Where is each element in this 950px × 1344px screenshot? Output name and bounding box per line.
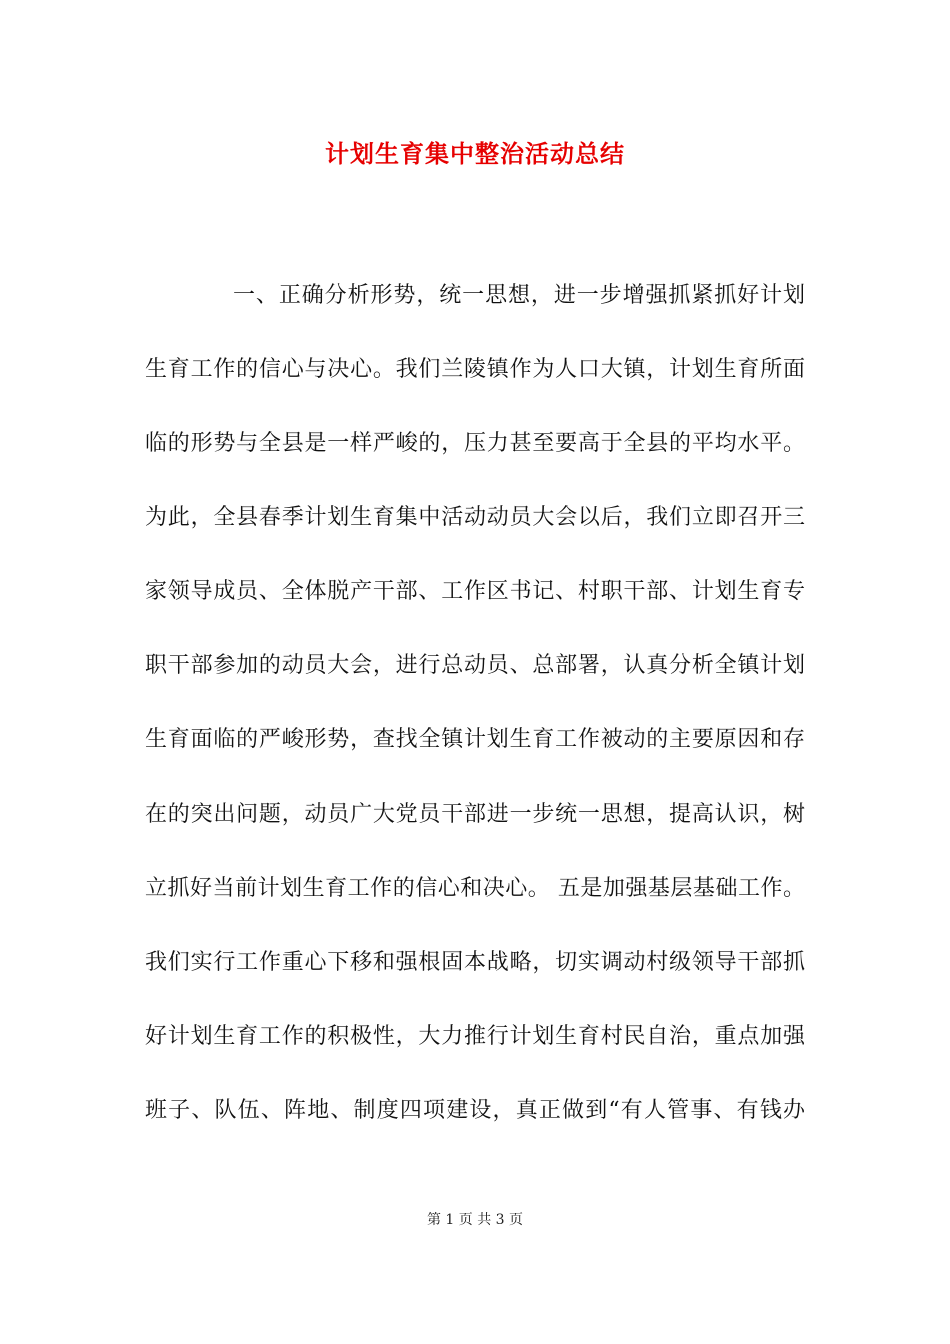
page-number-footer: 第 1 页 共 3 页 <box>426 1212 524 1228</box>
body-line: 班子、队伍、阵地、制度四项建设，真正做到“有人管事、有钱办 <box>145 1098 805 1123</box>
body-line: 职干部参加的动员大会，进行总动员、总部署，认真分析全镇计划 <box>145 653 805 678</box>
body-line: 家领导成员、全体脱产干部、工作区书记、村职干部、计划生育专 <box>145 579 805 604</box>
body-line: 生育面临的严峻形势，查找全镇计划生育工作被动的主要原因和存 <box>145 727 805 752</box>
body-line: 立抓好当前计划生育工作的信心和决心。 五是加强基层基础工作。 <box>145 876 805 901</box>
body-line: 好计划生育工作的积极性，大力推行计划生育村民自治，重点加强 <box>145 1024 805 1049</box>
body-line: 我们实行工作重心下移和强根固本战略，切实调动村级领导干部抓 <box>145 950 805 975</box>
body-line: 在的突出问题，动员广大党员干部进一步统一思想，提高认识，树 <box>145 802 805 827</box>
document-title: 计划生育集中整治活动总结 <box>325 139 625 168</box>
body-line: 临的形势与全县是一样严峻的，压力甚至要高于全县的平均水平。 <box>145 431 805 456</box>
body-line: 为此，全县春季计划生育集中活动动员大会以后，我们立即召开三 <box>145 505 805 530</box>
body-line: 生育工作的信心与决心。我们兰陵镇作为人口大镇，计划生育所面 <box>145 357 805 382</box>
body-line: 一、正确分析形势，统一思想，进一步增强抓紧抓好计划 <box>233 283 805 308</box>
